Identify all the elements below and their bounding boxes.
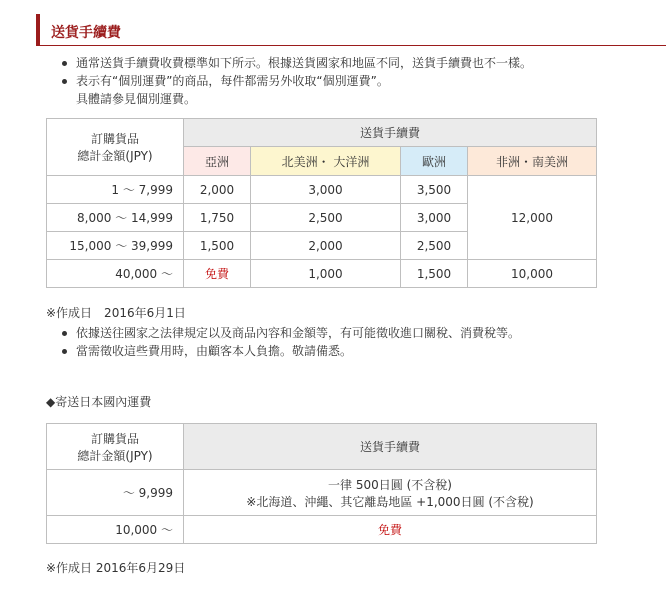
free-label: 免費 bbox=[184, 516, 597, 544]
section-title: 送貨手續費 bbox=[51, 25, 121, 41]
group-header: 送貨手續費 bbox=[184, 119, 597, 147]
shipping-notes bbox=[62, 54, 652, 108]
international-fee-table bbox=[46, 118, 597, 288]
africa-merged-cell: 12,000 bbox=[468, 176, 597, 260]
section-header bbox=[36, 14, 666, 46]
table-row: 10,000 ～ 免費 bbox=[47, 516, 597, 544]
table-row: 8,000 ～ 14,999 1,750 2,500 3,000 bbox=[47, 204, 597, 232]
table-corner: 訂購貨品 總計金額(JPY) bbox=[47, 119, 184, 176]
domestic-header: 送貨手續費 bbox=[184, 424, 597, 470]
note-item: 表示有“個別運費”的商品，每件都需另外收取“個別運費”。 具體請參見個別運費。 bbox=[62, 72, 652, 108]
bullet-icon bbox=[62, 349, 67, 354]
bullet-icon bbox=[62, 331, 67, 336]
note-item: 通常送貨手續費收費標準如下所示。根據送貨國家和地區不同，送貨手續費也不一樣。 bbox=[62, 54, 652, 72]
region-africa-south-america: 非洲・南美洲 bbox=[468, 147, 597, 176]
free-label: 免費 bbox=[184, 260, 251, 288]
bullet-icon bbox=[62, 79, 67, 84]
region-asia: 亞洲 bbox=[184, 147, 251, 176]
bullet-icon bbox=[62, 61, 67, 66]
table-corner: 訂購貨品 總計金額(JPY) bbox=[47, 424, 184, 470]
table-row: 40,000 ～ 免費 1,000 1,500 10,000 bbox=[47, 260, 597, 288]
domestic-fee-table bbox=[46, 423, 597, 544]
region-europe: 歐洲 bbox=[401, 147, 468, 176]
creation-date: ※作成日 2016年6月1日 bbox=[46, 306, 186, 320]
domestic-heading: ◆寄送日本國內運費 bbox=[46, 395, 152, 409]
table-row: 1 ～ 7,999 2,000 3,000 3,500 12,000 bbox=[47, 176, 597, 204]
table-row: 15,000 ～ 39,999 1,500 2,000 2,500 bbox=[47, 232, 597, 260]
tax-notes bbox=[62, 324, 652, 360]
note-item: 依據送往國家之法律規定以及商品內容和金額等，有可能徵收進口關稅、消費稅等。 bbox=[62, 324, 652, 342]
note-item: 當需徵收這些費用時，由顧客本人負擔。敬請備悉。 bbox=[62, 342, 652, 360]
region-north-america-oceania: 北美洲・ 大洋洲 bbox=[251, 147, 401, 176]
table-row: ～ 9,999 一律 500日圓 (不含稅) ※北海道、沖繩、其它離島地區 +1,000日圓 (不含稅) bbox=[47, 470, 597, 516]
creation-date-domestic: ※作成日 2016年6月29日 bbox=[46, 561, 186, 575]
